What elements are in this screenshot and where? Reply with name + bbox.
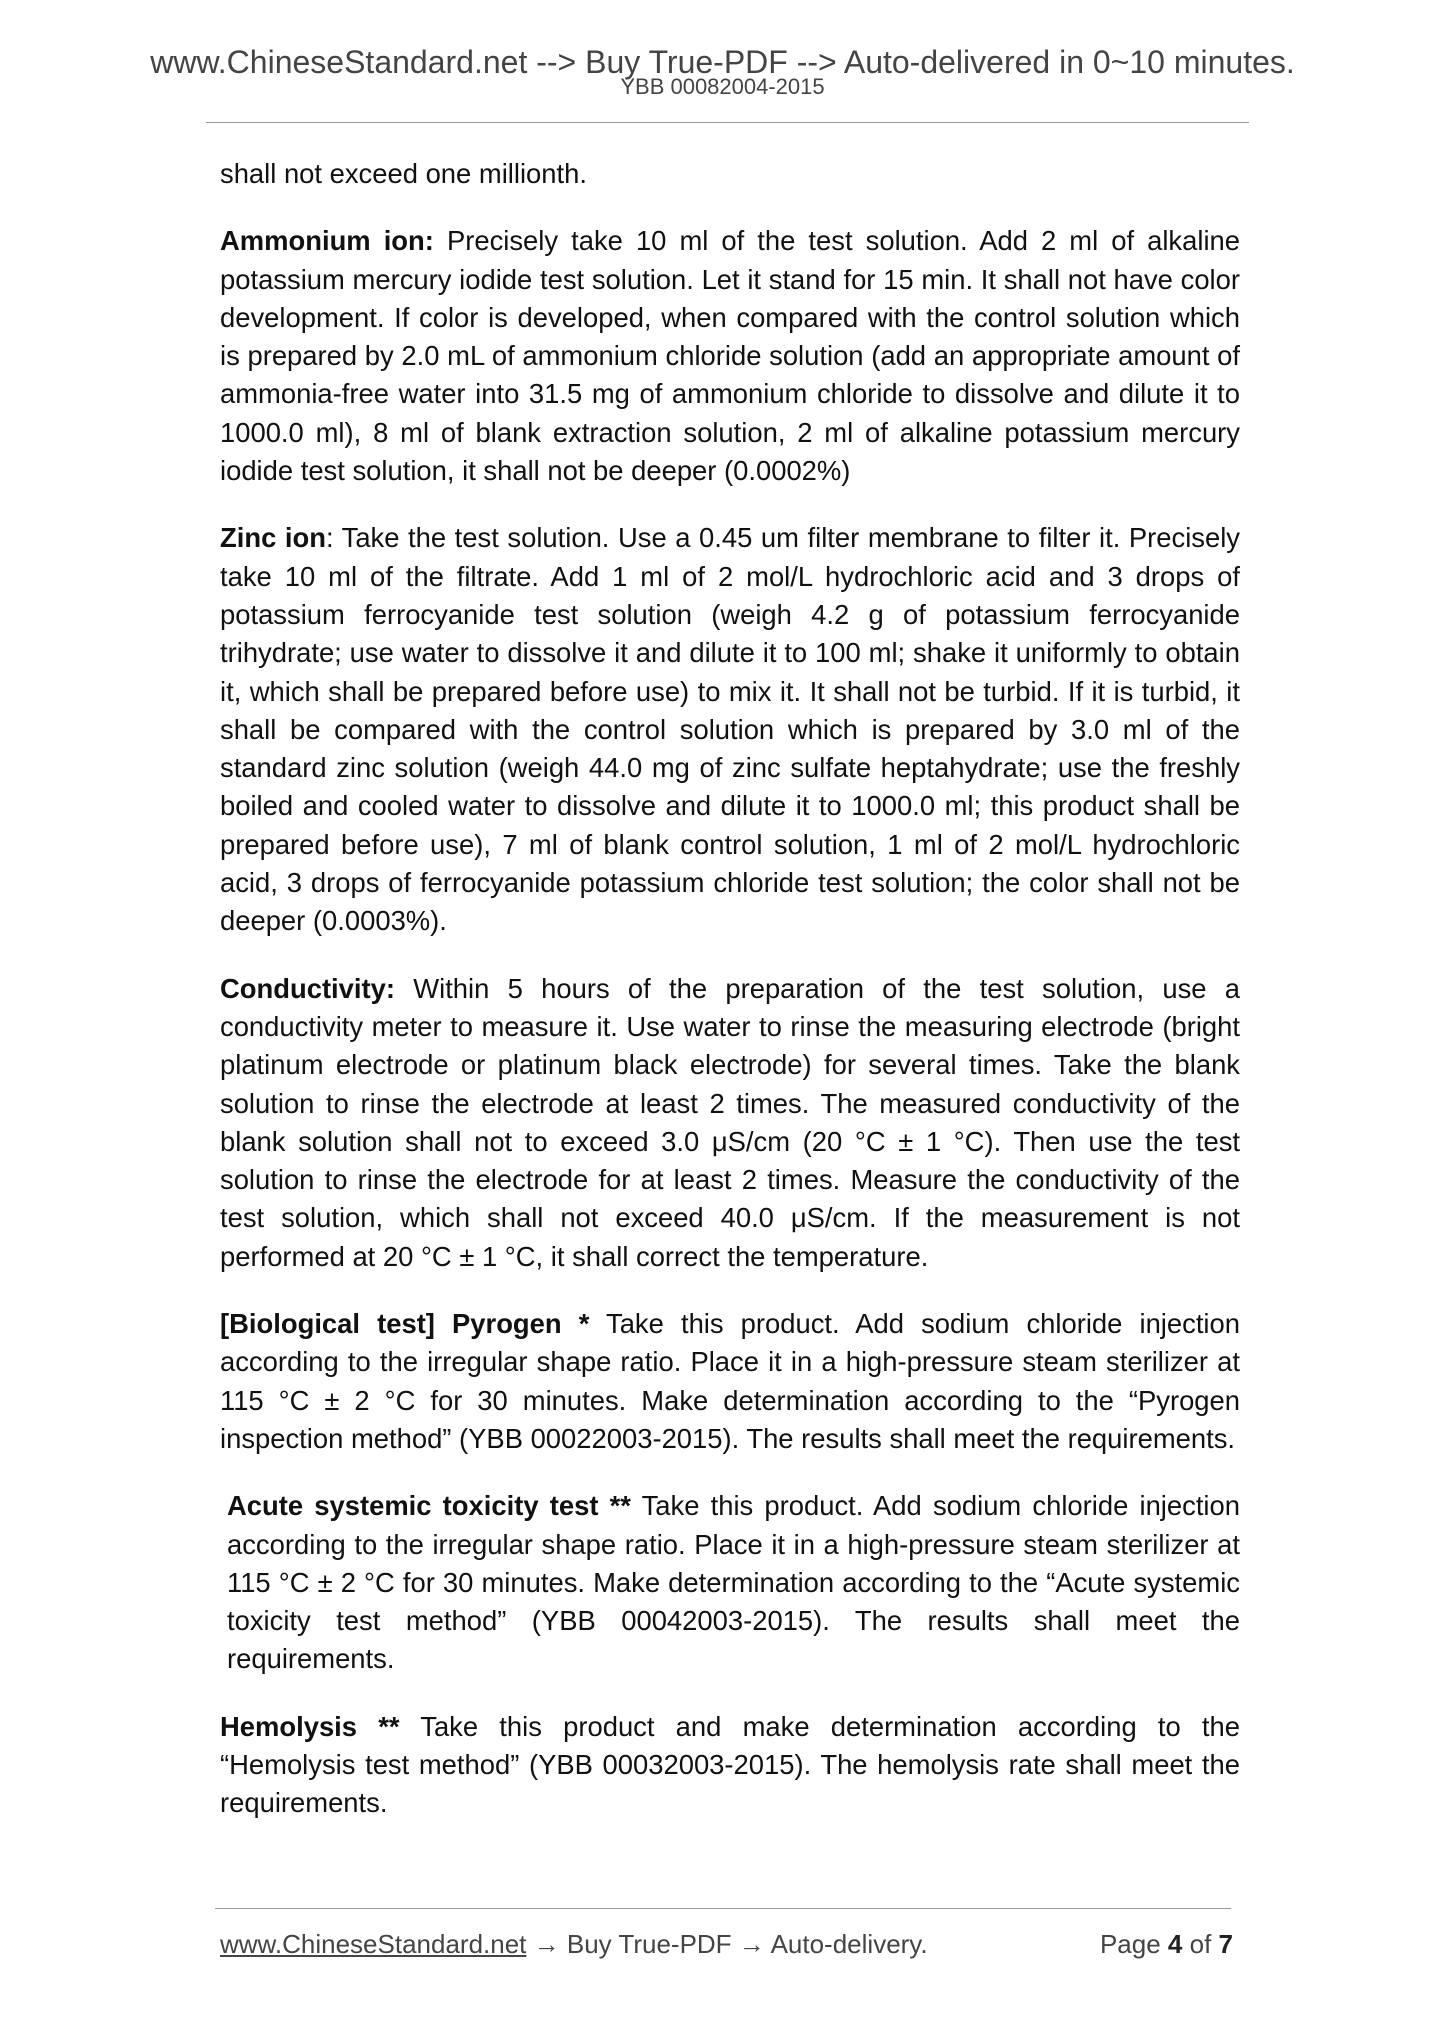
page-footer bbox=[220, 1926, 1233, 1962]
header-divider bbox=[206, 122, 1249, 123]
zinc-paragraph bbox=[220, 519, 1240, 940]
page-total: 7 bbox=[1218, 1929, 1233, 1959]
acute-toxicity-heading: Acute systemic toxicity test ** bbox=[227, 1490, 631, 1522]
footer-links bbox=[220, 1926, 928, 1962]
zinc-heading: Zinc ion bbox=[220, 522, 326, 554]
hemolysis-heading: Hemolysis ** bbox=[220, 1710, 400, 1742]
conductivity-heading: Conductivity: bbox=[220, 972, 395, 1004]
page-label: Page bbox=[1099, 1929, 1168, 1959]
page-indicator bbox=[1100, 1926, 1233, 1962]
pyrogen-heading: [Biological test] Pyrogen * bbox=[220, 1308, 590, 1340]
page-current: 4 bbox=[1167, 1929, 1183, 1959]
document-body bbox=[220, 155, 1240, 1852]
acute-toxicity-paragraph bbox=[220, 1487, 1240, 1678]
ammonium-paragraph bbox=[220, 222, 1240, 490]
footer-tail-text: → Buy True-PDF → Auto-delivery. bbox=[526, 1929, 928, 1959]
conductivity-text: Within 5 hours of the preparation of the test solution, use a conductivity meter to measure it. Use water to rinse the measuring electrode (bright platinum electrode or platinum black electrode) for several times. Take the blank solution to rinse the electrode at least 2 times. The measured conductivity of the blank solution shall not to exceed 3.0 μS/cm (20 °C ± 1 °C). Then use the test solution to rinse the electrode for at least 2 times. Measure the conductivity of the test solution, which shall not exceed 40.0 μS/cm. If the measurement is not performed at 20 °C ± 1 °C, it shall correct the temperature. bbox=[220, 972, 1240, 1272]
page-of: of bbox=[1182, 1929, 1219, 1959]
conductivity-paragraph bbox=[220, 970, 1240, 1276]
footer-divider bbox=[215, 1908, 1231, 1909]
hemolysis-paragraph bbox=[220, 1708, 1240, 1823]
ammonium-heading: Ammonium ion: bbox=[220, 225, 434, 257]
ammonium-text: Precisely take 10 ml of the test solution. Add 2 ml of alkaline potassium mercury iodide test solution. Let it stand for 15 min. It shall not have color development. If color is developed, when compared with the control solution which is prepared by 2.0 mL of ammonium chloride solution (add an appropriate amount of ammonia-free water into 31.5 mg of ammonium chloride to dissolve and dilute it to 1000.0 ml), 8 ml of blank extraction solution, 2 ml of alkaline potassium mercury iodide test solution, it shall not be deeper (0.0002%) bbox=[220, 225, 1240, 487]
intro-paragraph: shall not exceed one millionth. bbox=[220, 158, 587, 189]
pyrogen-paragraph bbox=[220, 1305, 1240, 1458]
pyrogen-text: Take this product. Add sodium chloride injection according to the irregular shape ratio. Place it in a high-pressure steam sterilizer at 115 °C ± 2 °C for 30 minutes. Make determination according to the “Pyrogen inspection method” (YBB 00022003-2015). The results shall meet the requirements. bbox=[220, 1308, 1240, 1454]
site-banner: www.ChineseStandard.net --> Buy True-PDF --> Auto-delivered in 0~10 minutes. bbox=[150, 44, 1295, 80]
zinc-text: : Take the test solution. Use a 0.45 um filter membrane to filter it. Precisely take 10 ml of the filtrate. Add 1 ml of 2 mol/L hydrochloric acid and 3 drops of potassium ferrocyanide test solution (weigh 4.2 g of potassium ferrocyanide trihydrate; use water to dissolve it and dilute it to 100 ml; shake it uniformly to obtain it, which shall be prepared before use) to mix it. It shall not be turbid. If it is turbid, it shall be compared with the control solution which is prepared by 3.0 ml of the standard zinc solution (weigh 44.0 mg of zinc sulfate heptahydrate; use the freshly boiled and cooled water to dissolve and dilute it to 1000.0 ml; this product shall be prepared before use), 7 ml of blank control solution, 1 ml of 2 mol/L hydrochloric acid, 3 drops of ferrocyanide potassium chloride test solution; the color shall not be deeper (0.0003%). bbox=[220, 522, 1241, 937]
standard-code: YBB 00082004-2015 bbox=[620, 74, 825, 99]
hemolysis-text: Take this product and make determination according to the “Hemolysis test method” (YBB 00032003-2015). The hemolysis rate shall meet the requirements. bbox=[220, 1710, 1240, 1819]
footer-site-link[interactable]: www.ChineseStandard.net bbox=[220, 1929, 527, 1959]
acute-toxicity-text: Take this product. Add sodium chloride injection according to the irregular shape ratio. Place it in a high-pressure steam sterilizer at 115 °C ± 2 °C for 30 minutes. Make determination according to the “Acute systemic toxicity test method” (YBB 00042003-2015). The results shall meet the requirements. bbox=[227, 1490, 1240, 1675]
